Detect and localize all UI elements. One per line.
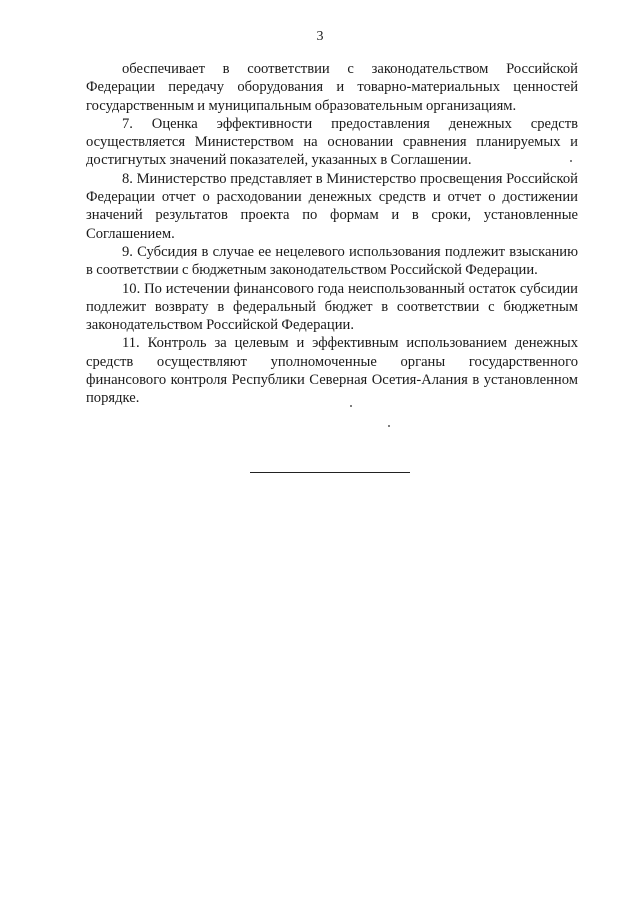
- document-body: [86, 60, 578, 408]
- page-number: 3: [316, 29, 324, 44]
- scan-speck: [570, 160, 572, 162]
- paragraph-8: 8. Министерство представляет в Министерство просвещения Российской Федерации отчет о расходовании денежных средств и отчет о достижении значений результатов проекта по формам и в сроки, установленные Соглашением.: [86, 170, 578, 242]
- paragraph-10: 10. По истечении финансового года неиспользованный остаток субсидии подлежит возврату в федеральный бюджет в соответствии с бюджетным законодательством Российской Федерации.: [86, 280, 578, 334]
- scan-speck: [388, 425, 390, 427]
- paragraph-9: 9. Субсидия в случае ее нецелевого использования подлежит взысканию в соответствии с бюджетным законодательством Российской Федерации.: [86, 243, 578, 279]
- scan-speck: [350, 405, 352, 407]
- paragraph-11: 11. Контроль за целевым и эффективным использованием денежных средств осуществляют уполномоченные органы государственного финансового контроля Республики Северная Осетия-Алания в установленном порядке.: [86, 335, 578, 407]
- paragraph-7: 7. Оценка эффективности предоставления денежных средств осуществляется Министерством на основании сравнения планируемых и достигнутых значений показателей, указанных в Соглашении.: [86, 115, 578, 169]
- closing-divider-line: [250, 472, 410, 473]
- paragraph-continuation: обеспечивает в соответствии с законодательством Российской Федерации передачу оборудования и товарно-материальных ценностей государственным и муниципальным образовательным организациям.: [86, 61, 578, 114]
